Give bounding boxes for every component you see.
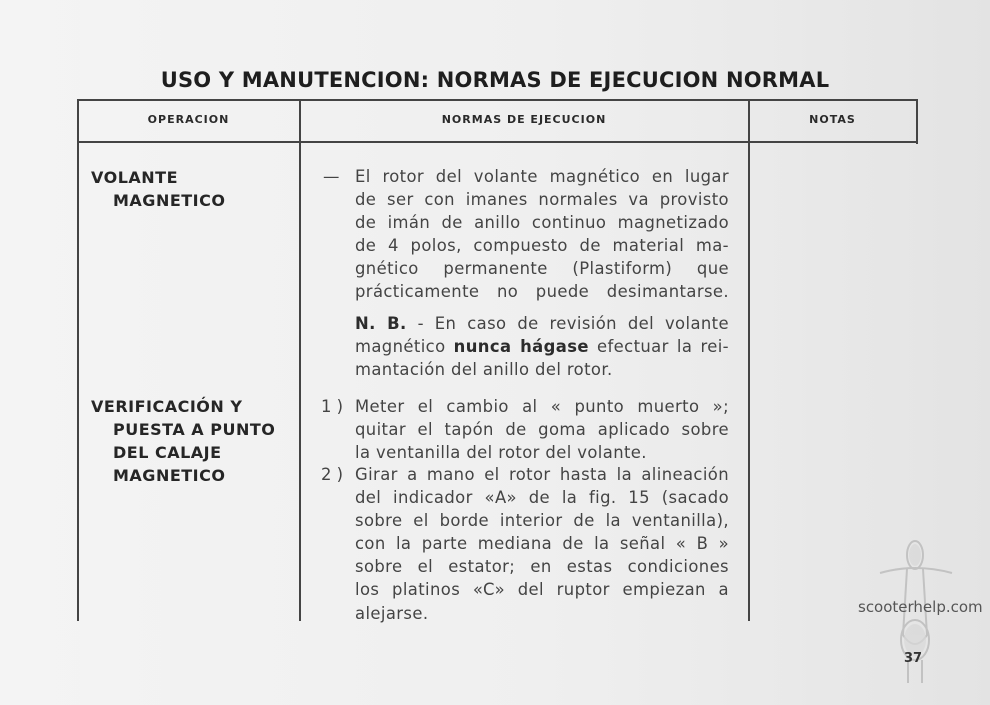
column-header-normas: NORMAS DE EJECUCION [441,113,607,126]
table-header-divider [78,141,918,143]
paragraph-line: de 4 polos, compuesto de material ma- [355,236,729,256]
step-marker: 2 ) [321,465,344,484]
step-1-text [355,395,729,464]
step-line: Girar a mano el rotor hasta la alineación [355,465,729,484]
operation-line: MAGNETICO [113,191,226,210]
column-header-operacion: OPERACION [147,113,230,126]
column-header-notas: NOTAS [809,113,856,126]
step-line: sobre el borde interior de la ventanilla), [355,511,729,531]
nota-bene-line [355,312,729,335]
operation-line: PUESTA A PUNTO [113,420,276,439]
nota-bene-label: N. B. [355,314,407,333]
paragraph-volante [355,165,729,304]
watermark-text: scooterhelp.com [858,598,983,616]
paragraph-line: prácticamente no puede desimantarse. [355,282,729,302]
nota-bene [355,312,729,381]
paragraph-line: gnético permanente (Plastiform) que [355,259,729,279]
table-top-border [78,99,918,101]
table-left-border [77,99,79,621]
step-line: quitar el tapón de goma aplicado sobre [355,420,729,440]
operation-line: VOLANTE [91,168,179,187]
nota-bene-text: magnético [355,337,446,357]
paragraph-line: El rotor del volante magnético en lugar [355,167,729,186]
paragraph-line: de ser con imanes normales va provisto [355,190,729,210]
nota-bene-text: - En caso de revisión del volante [417,314,729,333]
step-2-text [355,463,729,625]
step-line: Meter el cambio al « punto muerto »; [355,397,729,416]
nota-bene-emphasis: nunca hágase [453,337,589,357]
paragraph-line: de imán de anillo continuo magnetizado [355,213,729,233]
step-line: los platinos «C» del ruptor empiezan a [355,580,729,600]
page-number: 37 [904,651,923,666]
paragraph-dash: — [323,167,340,186]
operation-volante-magnetico [91,166,225,212]
column-divider-notas [748,99,750,621]
operation-verificacion [91,395,275,487]
step-marker: 1 ) [321,397,344,416]
nota-bene-line: mantación del anillo del rotor. [355,360,613,380]
table-right-border [916,99,918,144]
nota-bene-text: efectuar la rei- [597,337,729,357]
nota-bene-line [355,335,729,358]
operation-line: MAGNETICO [113,466,226,485]
step-line: la ventanilla del rotor del volante. [355,443,647,463]
step-line: alejarse. [355,603,429,623]
operation-line: DEL CALAJE [113,443,222,462]
column-divider-operacion [299,99,301,621]
page-title: USO Y MANUTENCION: NORMAS DE EJECUCION NORMAL [160,68,830,92]
operation-line: VERIFICACIÓN Y [91,397,243,416]
step-line: del indicador «A» de la fig. 15 (sacado [355,488,729,508]
step-line: con la parte mediana de la señal « B » [355,534,729,554]
step-line: sobre el estator; en estas condiciones [355,557,729,577]
